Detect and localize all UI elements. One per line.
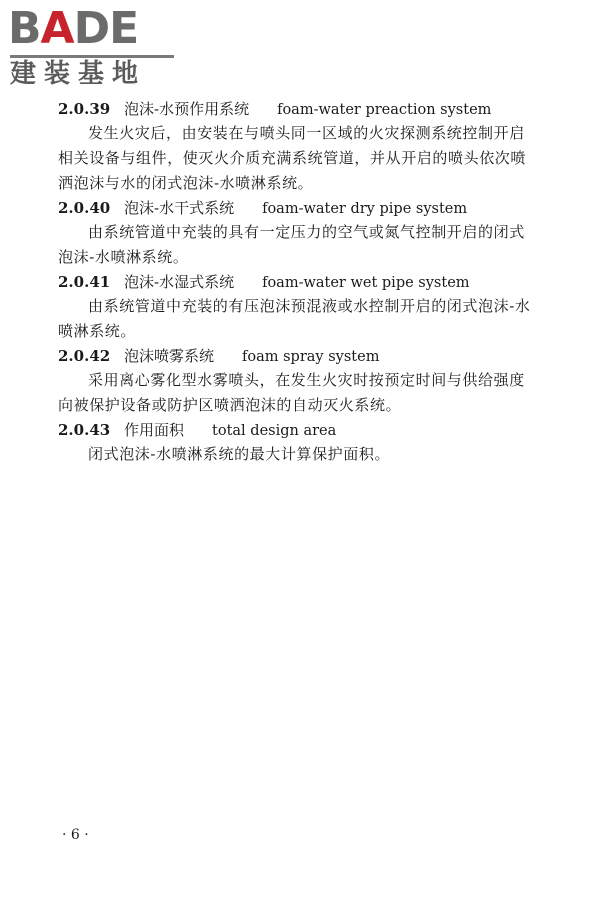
logo-letter-a: A [40,3,74,54]
term-number: 2.0.39 [58,100,111,118]
term-english-name: foam-water dry pipe system [262,201,468,217]
term-heading [58,418,538,442]
logo-chinese-text: 建装基地 [10,59,147,89]
term-chinese-name: 泡沫-水预作用系统 [124,100,250,118]
term-2-0-41 [58,270,538,344]
term-english-name: foam spray system [242,349,380,365]
term-2-0-43 [58,418,538,467]
term-heading [58,97,538,121]
term-2-0-39 [58,97,538,196]
term-chinese-name: 泡沫-水湿式系统 [124,273,235,291]
logo [8,3,178,90]
term-english-name: total design area [212,423,337,439]
term-english-name: foam-water wet pipe system [262,275,470,291]
term-chinese-name: 作用面积 [124,421,185,439]
term-chinese-name: 泡沫-水干式系统 [124,199,235,217]
logo-letter-b: B [8,3,41,54]
term-definition: 采用离心雾化型水雾喷头，在发生火灾时按预定时间与供给强度向被保护设备或防护区喷洒泡沫的自动灭火系统。 [58,371,525,414]
term-number: 2.0.42 [58,347,111,365]
term-chinese-name: 泡沫喷雾系统 [124,347,215,365]
term-definition: 发生火灾后，由安装在与喷头同一区域的火灾探测系统控制开启相关设备与组件，使灭火介质充满系统管道，并从开启的喷头依次喷洒泡沫与水的闭式泡沫-水喷淋系统。 [58,124,527,192]
term-number: 2.0.41 [58,273,111,291]
logo-letters-de: DE [73,3,139,54]
term-heading [58,196,538,220]
term-definition: 由系统管道中充装的有压泡沫预混液或水控制开启的闭式泡沫-水喷淋系统。 [58,297,531,340]
term-2-0-40 [58,196,538,270]
page-number: · 6 · [62,827,89,843]
term-definition: 闭式泡沫-水喷淋系统的最大计算保护面积。 [88,445,391,463]
term-definition: 由系统管道中充装的具有一定压力的空气或氮气控制开启的闭式泡沫-水喷淋系统。 [58,223,525,266]
term-number: 2.0.40 [58,199,111,217]
term-number: 2.0.43 [58,421,111,439]
term-english-name: foam-water preaction system [277,102,492,118]
terms-section [58,97,538,467]
term-heading [58,270,538,294]
term-heading [58,344,538,368]
term-2-0-42 [58,344,538,418]
logo-latin-text [8,3,178,54]
